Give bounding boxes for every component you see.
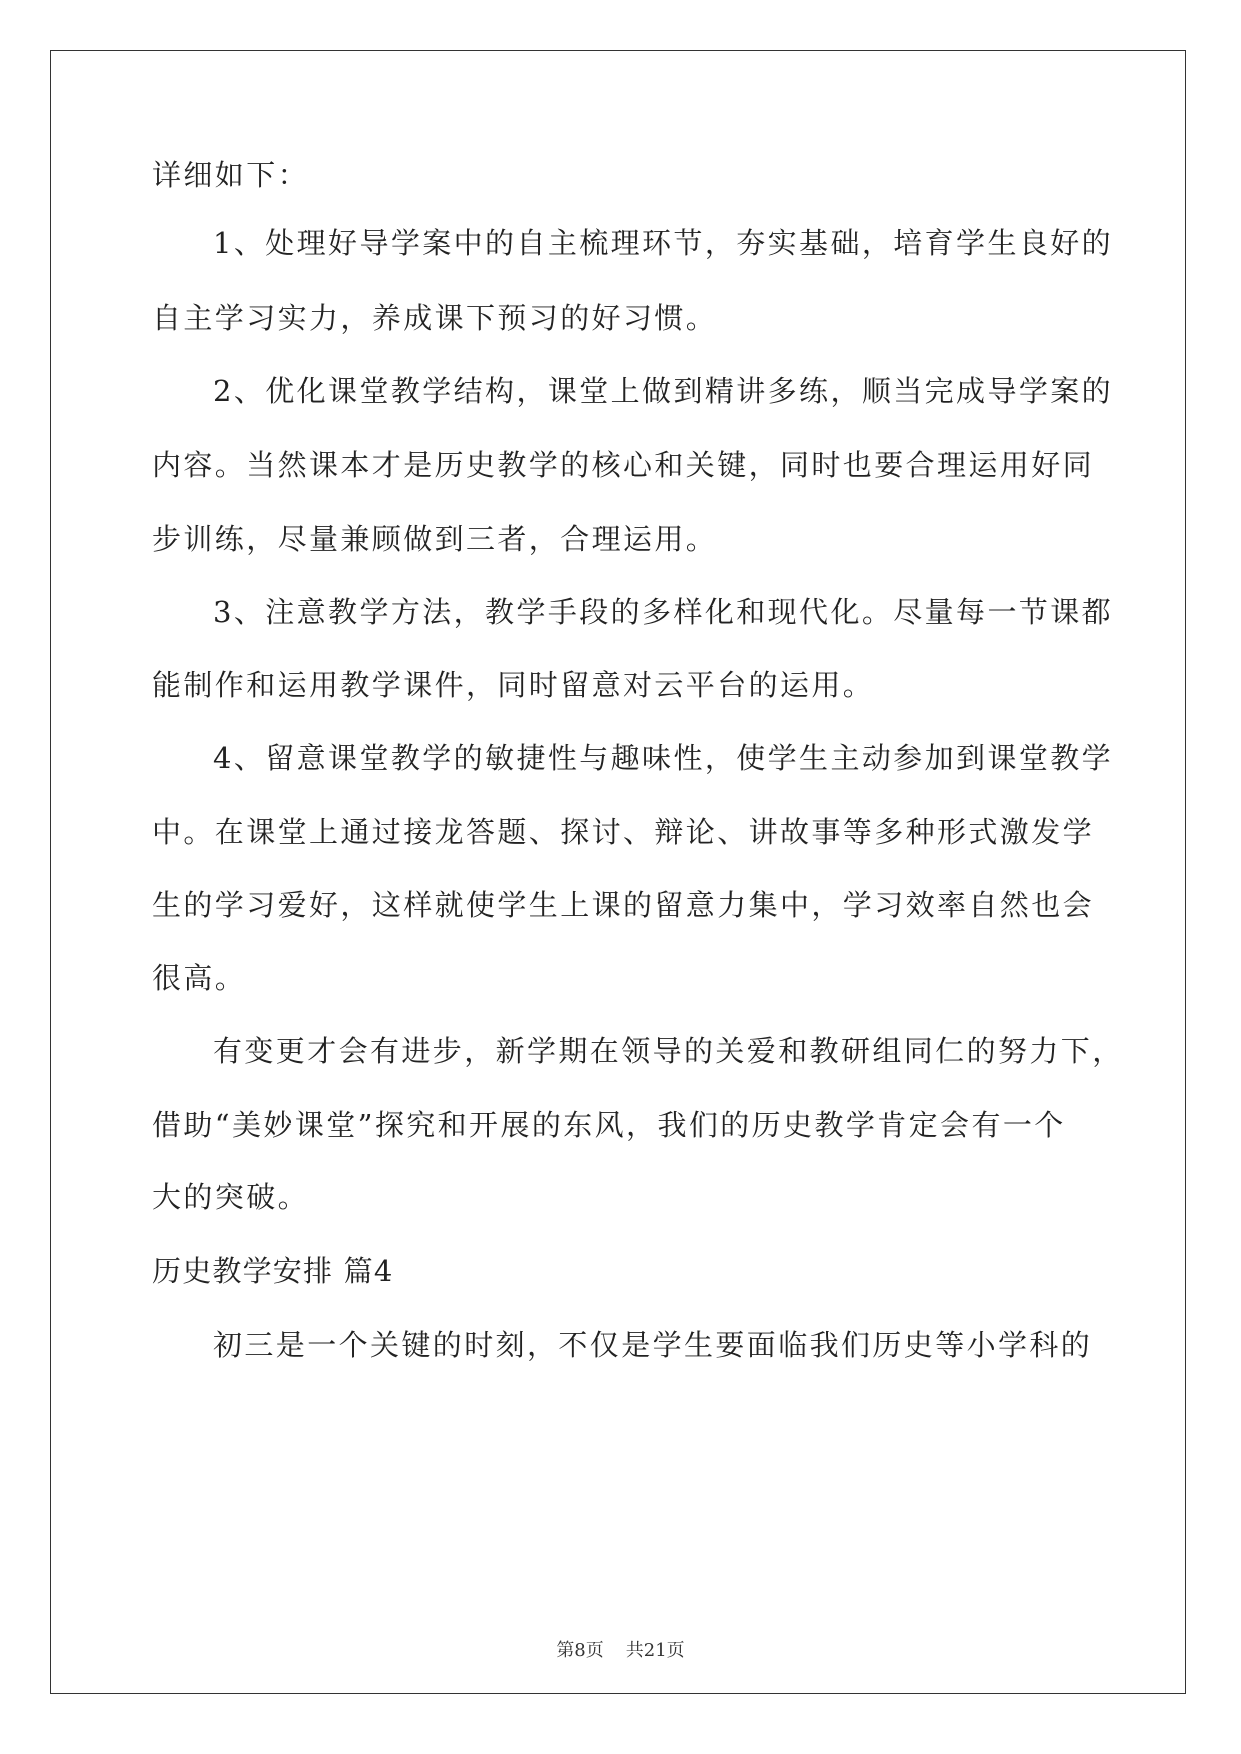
text-line: 大的突破。 xyxy=(152,1180,310,1214)
text-line: 很高。 xyxy=(152,961,247,995)
text-line: 步训练，尽量兼顾做到三者，合理运用。 xyxy=(152,522,718,556)
text-line: 自主学习实力，养成课下预习的好习惯。 xyxy=(152,301,718,335)
page-number: 第8页 xyxy=(556,1640,604,1661)
text-line: 生的学习爱好，这样就使学生上课的留意力集中，学习效率自然也会 xyxy=(152,888,1095,922)
text-line: 初三是一个关键的时刻，不仅是学生要面临我们历史等小学科的 xyxy=(213,1328,1093,1362)
text-line: 有变更才会有进步，新学期在领导的关爱和教研组同仁的努力下， xyxy=(213,1034,1124,1068)
section-heading: 历史教学安排 篇4 xyxy=(152,1254,394,1288)
text-line: 借助“美妙课堂”探究和开展的东风，我们的历史教学肯定会有一个 xyxy=(152,1108,1066,1142)
text-line: 4、留意课堂教学的敏捷性与趣味性，使学生主动参加到课堂教学 xyxy=(213,741,1114,775)
text-line: 中。在课堂上通过接龙答题、探讨、辩论、讲故事等多种形式激发学 xyxy=(152,815,1095,849)
page-border xyxy=(50,50,1186,1694)
text-line: 1、处理好导学案中的自主梳理环节，夯实基础，培育学生良好的 xyxy=(213,226,1114,260)
text-line: 2、优化课堂教学结构，课堂上做到精讲多练，顺当完成导学案的 xyxy=(213,374,1114,408)
text-line: 内容。当然课本才是历史教学的核心和关键，同时也要合理运用好同 xyxy=(152,448,1095,482)
text-line: 能制作和运用教学课件，同时留意对云平台的运用。 xyxy=(152,668,875,702)
page-footer xyxy=(0,1636,1241,1662)
text-line: 详细如下： xyxy=(152,158,310,192)
text-line: 3、注意教学方法，教学手段的多样化和现代化。尽量每一节课都 xyxy=(213,595,1114,629)
page-total: 共21页 xyxy=(625,1640,685,1661)
